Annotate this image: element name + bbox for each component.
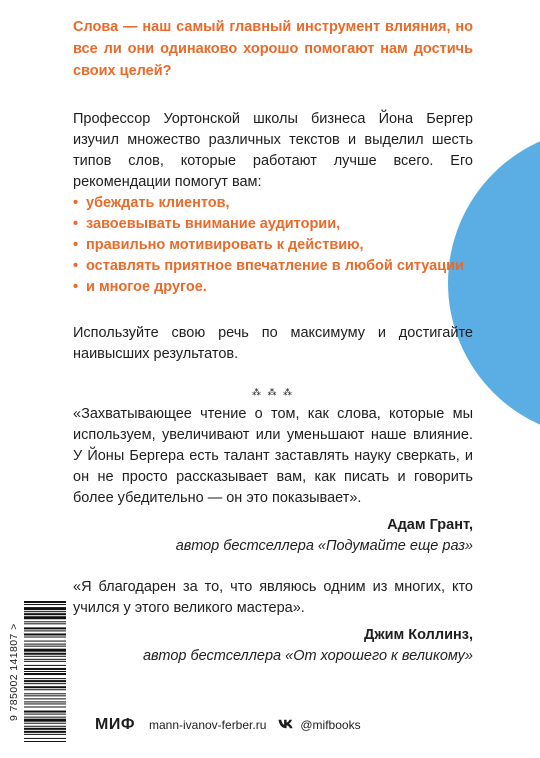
social-handle: @mifbooks: [300, 718, 361, 732]
barcode-bar: [24, 717, 66, 718]
bullet-icon: •: [73, 237, 79, 253]
vk-icon: [278, 718, 294, 732]
lead-question: Слова — наш самый главный инструмент влияния, но все ли они одинаково хорошо помогают нам достичь своих целей?: [73, 19, 473, 79]
quote-attribution: [73, 515, 473, 557]
barcode-bar: [24, 607, 66, 610]
quote-attribution: [73, 625, 473, 667]
barcode-bar: [24, 627, 66, 629]
bullet-icon: •: [73, 195, 79, 211]
quote-author: Адам Грант,: [387, 517, 473, 533]
barcode-bar: [24, 649, 66, 652]
barcode-bar: [24, 637, 66, 638]
barcode-bar: [24, 661, 66, 662]
quote-author: Джим Коллинз,: [364, 627, 473, 643]
barcode-bar: [24, 693, 66, 694]
list-item: • правильно мотивировать к действию,: [73, 235, 473, 256]
quote-text: «Я благодарен за то, что являюсь одним из многих, кто учился у этого великого мастера».: [73, 579, 473, 616]
list-item: • и многое другое.: [73, 277, 473, 298]
barcode-bar: [24, 738, 66, 739]
quote-author-role: автор бестселлера «От хорошего к великому»: [142, 648, 473, 664]
barcode-bar: [24, 731, 66, 733]
publisher-logo: МИФ: [95, 716, 135, 733]
description-paragraph: Профессор Уортонской школы бизнеса Йона Бергер изучил множество различных текстов и выделил шесть типов слов, которые работают лучше всего. Его рекомендации помогут вам:: [73, 111, 473, 190]
barcode-bar: [24, 616, 66, 619]
barcode-bar: [24, 683, 66, 684]
barcode-bar: [24, 698, 66, 699]
barcode-bar: [24, 601, 66, 603]
barcode-bar: [24, 673, 66, 675]
barcode-bar: [24, 706, 66, 707]
barcode-bar: [24, 611, 66, 612]
bullet-icon: •: [73, 258, 79, 274]
barcode-bar: [24, 701, 66, 702]
barcode-bar: [24, 723, 66, 724]
barcode-bar: [24, 656, 66, 657]
barcode-bar: [24, 695, 66, 696]
barcode-bar: [24, 659, 66, 660]
barcode-bar: [24, 703, 66, 704]
section-separator: ⁂ ⁂ ⁂: [251, 387, 294, 397]
barcode-bar: [24, 668, 66, 670]
publisher-website-link: mann-ivanov-ferber.ru: [148, 718, 267, 732]
isbn-digits: 9 785002 141807 >: [8, 623, 20, 721]
quote-text: «Захватывающее чтение о том, как слова, которые мы используем, увеличивают или уменьшают наше влияние. У Йоны Бергера есть талант заставлять науку сверкать, и он не просто рассказывает вам, как писать и говорить более убедительно — он это показывает».: [73, 406, 473, 506]
barcode-bar: [24, 686, 66, 688]
back-cover-text: [73, 16, 473, 667]
barcode-bar: [24, 671, 66, 672]
barcode-bar: [24, 714, 66, 715]
list-item: • оставлять приятное впечатление в любой ситуации: [73, 256, 473, 277]
benefits-list: [73, 193, 473, 298]
isbn-barcode: [8, 601, 66, 743]
barcode-bar: [24, 653, 66, 655]
list-item: • убеждать клиентов,: [73, 193, 473, 214]
closing-paragraph: Используйте свою речь по максимуму и достигайте наивысших результатов.: [73, 325, 473, 362]
barcode-bar: [24, 678, 66, 679]
barcode-bar: [24, 680, 66, 682]
bullet-icon: •: [73, 216, 79, 232]
barcode-bar: [24, 644, 66, 645]
barcode-bar: [24, 726, 66, 727]
barcode-bar: [24, 604, 66, 605]
quote-author-role: автор бестселлера «Подумайте еще раз»: [175, 538, 473, 554]
barcode-bar: [24, 741, 66, 742]
bullet-icon: •: [73, 279, 79, 295]
list-item: • завоевывать внимание аудитории,: [73, 214, 473, 235]
barcode-bar: [24, 689, 66, 690]
barcode-bar: [24, 734, 66, 735]
barcode-bar: [24, 630, 66, 631]
barcode-bar: [24, 641, 66, 642]
barcode-bar: [24, 633, 66, 635]
barcode-bar: [24, 665, 66, 666]
barcode-bar: [24, 728, 66, 730]
barcode-bar: [24, 613, 66, 615]
barcode-bar: [24, 711, 66, 713]
barcode-bar: [24, 719, 66, 722]
barcode-bar: [24, 646, 66, 647]
barcode-bar: [24, 621, 66, 622]
barcode-bar: [24, 623, 66, 624]
publisher-footer: [95, 714, 361, 736]
